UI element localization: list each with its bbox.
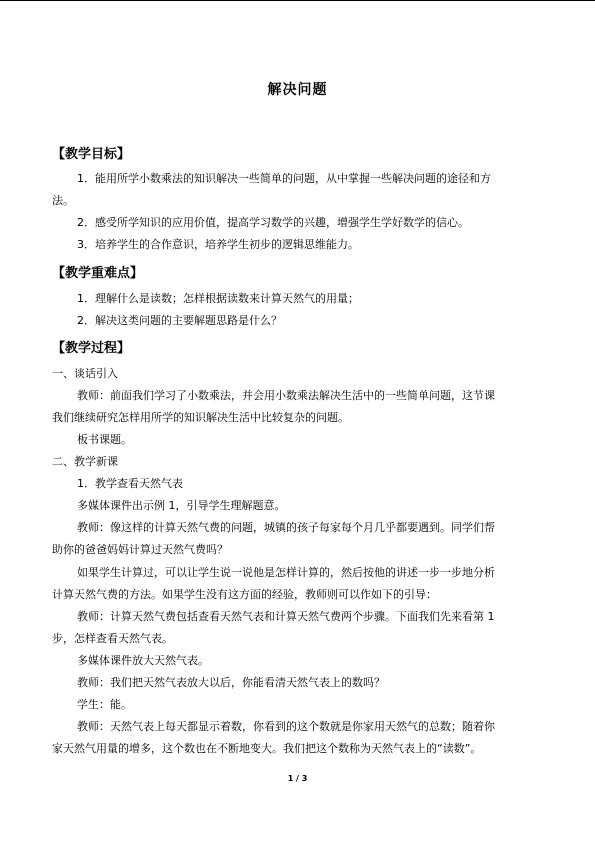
page-title: 解决问题 — [267, 82, 328, 98]
process-line: 多媒体课件出示例 1，引导学生理解题意。 — [77, 499, 286, 512]
process-line: 教师：前面我们学习了小数乘法，并会用小数乘法解决生活中的一些简单问题，这节课 — [77, 389, 495, 402]
process-line: 教师：计算天然气费包括查看天然气表和计算天然气费两个步骤。下面我们先来看第 1 — [77, 610, 495, 623]
process-line: 我们继续研究怎样用所学的知识解决生活中比较复杂的问题。 — [52, 411, 349, 424]
goal-line: 3．培养学生的合作意识，培养学生初步的逻辑思维能力。 — [77, 238, 359, 251]
process-line: 教师：我们把天然气表放大以后，你能看清天然气表上的数吗？ — [77, 676, 385, 689]
page-number: 1 / 3 — [287, 774, 308, 783]
top-rule — [0, 0, 595, 1]
process-line: 一、谈话引入 — [52, 367, 118, 380]
process-line: 步，怎样查看天然气表。 — [52, 632, 173, 645]
process-line: 助你的爸爸妈妈计算过天然气费吗？ — [52, 543, 228, 556]
key-point-line: 2．解决这类问题的主要解题思路是什么？ — [77, 314, 282, 327]
process-line: 学生：能。 — [77, 698, 132, 711]
goal-line: 1．能用所学小数乘法的知识解决一些简单的问题，从中掌握一些解决问题的途径和方 — [77, 172, 491, 185]
goal-line: 法。 — [52, 194, 74, 207]
process-line: 如果学生计算过，可以让学生说一说他是怎样计算的，然后按他的讲述一步一步地分析 — [77, 566, 495, 579]
key-point-line: 1．理解什么是读数；怎样根据读数来计算天然气的用量； — [77, 292, 359, 305]
process-line: 多媒体课件放大天然气表。 — [77, 654, 209, 667]
goal-line: 2．感受所学知识的应用价值，提高学习数学的兴趣，增强学生学好数学的信心。 — [77, 216, 469, 229]
process-line: 计算天然气费的方法。如果学生没有这方面的经验，教师则可以作如下的引导： — [52, 588, 437, 601]
process-heading: 【教学过程】 — [52, 341, 131, 356]
process-line: 1．教学查看天然气表 — [77, 477, 183, 490]
process-line: 教师：像这样的计算天然气费的问题，城镇的孩子每家每个月几乎都要遇到。同学们帮 — [77, 521, 495, 534]
process-line: 教师：天然气表上每天都显示着数，你看到的这个数就是你家用天然气的总数；随着你 — [77, 720, 495, 733]
key-points-heading: 【教学重难点】 — [52, 266, 144, 281]
goals-heading: 【教学目标】 — [52, 147, 131, 162]
process-line: 板书课题。 — [77, 433, 132, 446]
process-line: 二、教学新课 — [52, 455, 118, 468]
process-line: 家天然气用量的增多，这个数也在不断地变大。我们把这个数称为天然气表上的“读数”。 — [52, 742, 482, 755]
